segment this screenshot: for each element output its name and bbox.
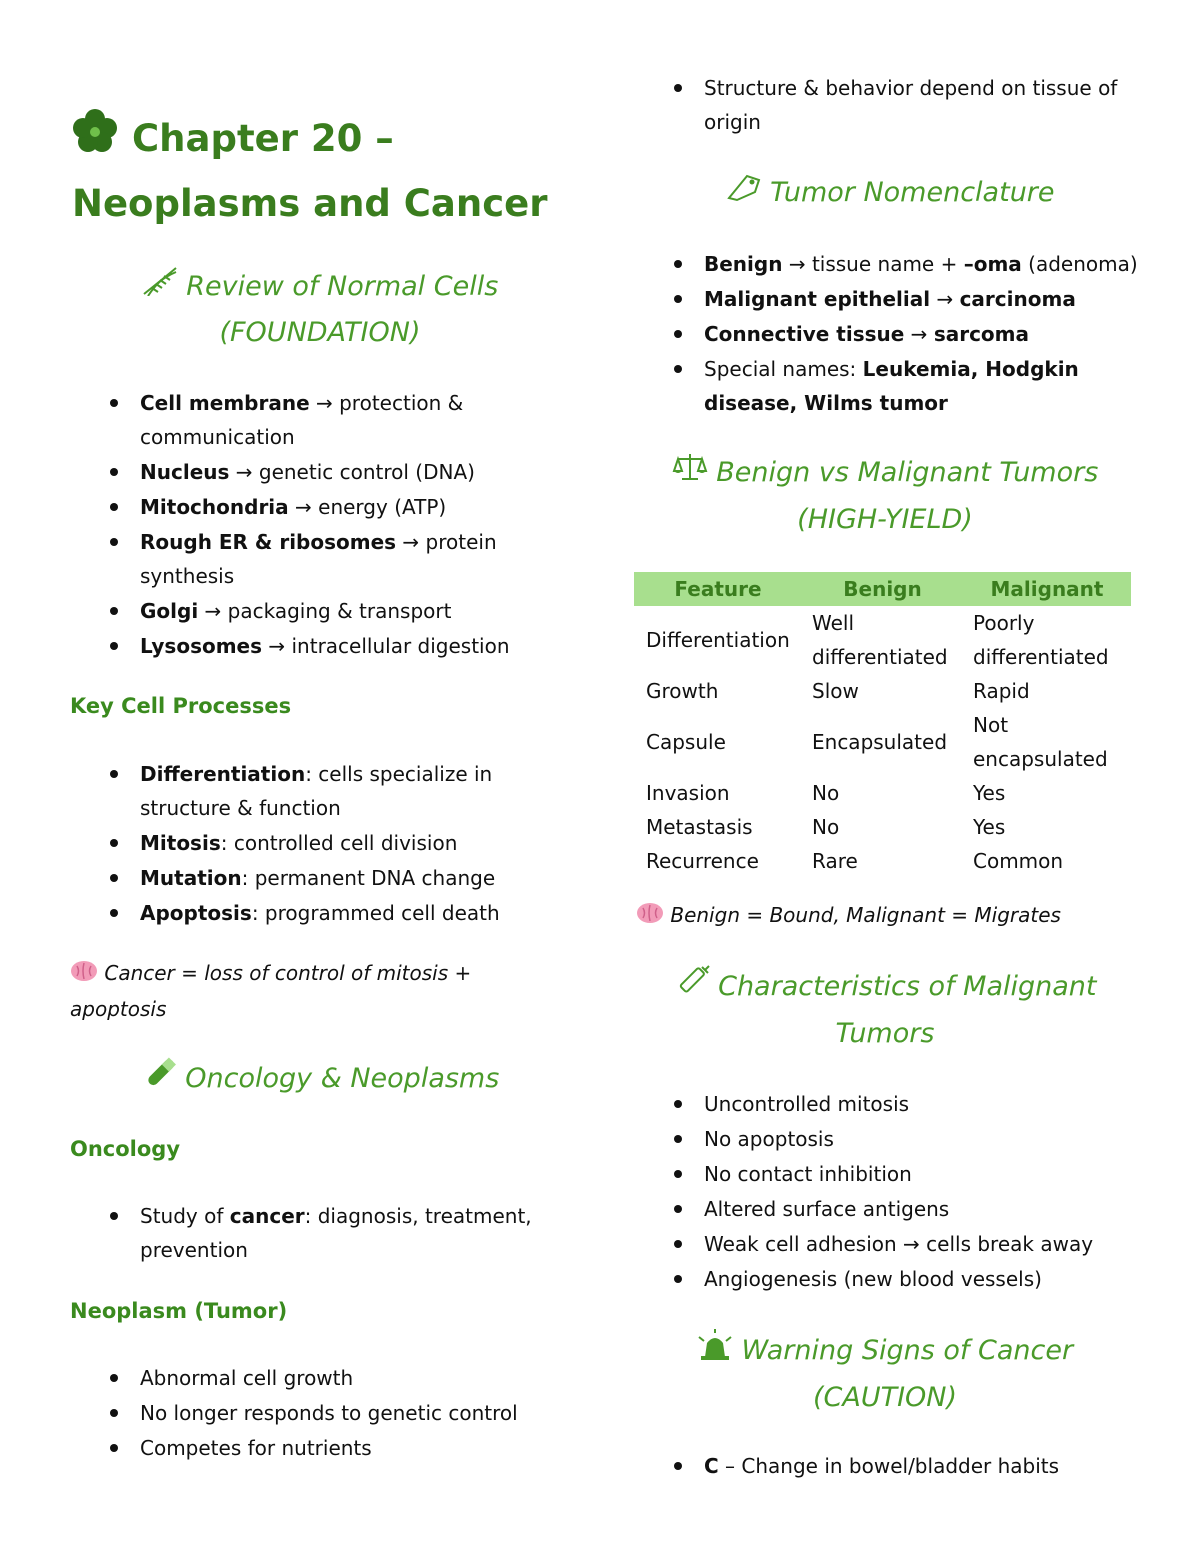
oncology-heading: Oncology	[70, 1137, 181, 1161]
list-item: Competes for nutrients	[70, 1431, 550, 1465]
characteristics-list	[634, 1087, 1134, 1297]
label-tag-icon	[725, 171, 761, 216]
table-cell: Encapsulated	[812, 730, 948, 754]
table-cell: Yes	[973, 815, 1006, 839]
warning-line-1: Warning Signs of Cancer	[741, 1335, 1074, 1366]
table-row	[634, 708, 1131, 776]
scales-icon	[672, 451, 708, 497]
table-row	[634, 674, 1131, 708]
table-cell: No	[812, 781, 840, 805]
term: Leukemia, Hodgkin disease, Wilms tumor	[704, 357, 1079, 415]
term: Apoptosis	[140, 901, 252, 925]
column-header: Benign	[802, 572, 963, 606]
description: : programmed cell death	[251, 901, 500, 925]
list-item: Abnormal cell growth	[70, 1361, 550, 1395]
title-line-1: Chapter 20 –	[132, 117, 394, 160]
review-line-2: (FOUNDATION)	[219, 317, 421, 348]
term: Mutation	[140, 866, 242, 890]
table-row	[634, 810, 1131, 844]
term: Cell membrane	[140, 391, 310, 415]
description: : permanent DNA change	[241, 866, 496, 890]
list-item	[70, 386, 540, 454]
dna-icon	[142, 265, 178, 310]
flower-icon	[72, 108, 118, 173]
list-item: No longer responds to genetic control	[70, 1396, 550, 1430]
term: Nucleus	[140, 460, 230, 484]
cancer-note	[70, 956, 490, 1026]
nomenclature-list	[634, 247, 1144, 421]
term: Mitochondria	[140, 495, 289, 519]
table-cell: Common	[973, 849, 1064, 873]
term: Golgi	[140, 599, 199, 623]
brain-icon	[70, 958, 98, 992]
section-oncology-heading	[130, 1056, 510, 1103]
list-item	[70, 594, 540, 628]
mnemonic-text: Benign = Bound, Malignant = Migrates	[670, 903, 1061, 927]
list-item	[70, 455, 540, 489]
table-row	[634, 606, 1131, 674]
process-list	[70, 757, 540, 931]
term: sarcoma	[933, 322, 1030, 346]
term: carcinoma	[959, 287, 1076, 311]
text: – Change in bowel/bladder habits	[718, 1454, 1060, 1478]
text: : diagnosis, treatment, prevention	[140, 1204, 532, 1262]
list-item	[70, 525, 540, 593]
list-item	[634, 282, 1144, 316]
list-item: No contact inhibition	[634, 1157, 1134, 1191]
warning-line-2: (CAUTION)	[812, 1381, 958, 1413]
description: : cells specialize in structure & function	[140, 762, 493, 820]
characteristics-heading	[660, 964, 1110, 1056]
organelle-list	[70, 386, 540, 664]
list-item: Weak cell adhesion → cells break away	[634, 1227, 1134, 1261]
column-header: Malignant	[963, 572, 1131, 606]
table-cell: Metastasis	[646, 815, 753, 839]
term: Rough ER & ribosomes	[140, 530, 397, 554]
table-row	[634, 776, 1131, 810]
text: Study of	[140, 1204, 230, 1228]
oncology-section-title: Oncology & Neoplasms	[185, 1063, 500, 1094]
table-row	[634, 844, 1131, 878]
comparison-table	[634, 572, 1131, 878]
list-item	[70, 490, 540, 524]
list-item	[70, 896, 540, 930]
list-item	[634, 247, 1144, 281]
description: → packaging & transport	[198, 599, 452, 623]
table-cell: Well differentiated	[812, 611, 948, 669]
table-cell: Growth	[646, 679, 719, 703]
title-line-2: Neoplasms and Cancer	[72, 182, 548, 225]
characteristics-line-2: Tumors	[835, 1017, 935, 1049]
section-review-heading	[130, 264, 510, 355]
characteristics-line-1: Characteristics of Malignant	[718, 971, 1097, 1002]
test-tube-icon	[141, 1057, 177, 1103]
origin-list	[634, 71, 1134, 140]
table-cell: No	[812, 815, 840, 839]
description: → protein synthesis	[140, 530, 497, 588]
table-cell: Invasion	[646, 781, 730, 805]
table-cell: Yes	[973, 781, 1006, 805]
list-item	[70, 629, 540, 663]
warning-heading	[660, 1328, 1110, 1420]
neoplasm-list	[70, 1361, 550, 1466]
text: → tissue name +	[782, 252, 964, 276]
syringe-icon	[674, 965, 710, 1011]
table-cell: Recurrence	[646, 849, 759, 873]
description: → intracellular digestion	[262, 634, 510, 658]
benign-vs-malignant-heading	[660, 450, 1110, 542]
table-cell: Capsule	[646, 730, 726, 754]
bvm-line-2: (HIGH-YIELD)	[797, 503, 973, 535]
description: → protection & communication	[140, 391, 464, 449]
list-item: Structure & behavior depend on tissue of origin	[634, 71, 1134, 139]
text: →	[904, 322, 934, 346]
description: → energy (ATP)	[288, 495, 447, 519]
neoplasm-heading: Neoplasm (Tumor)	[70, 1299, 288, 1323]
nomenclature-heading	[700, 170, 1080, 216]
table-cell: Rare	[812, 849, 858, 873]
review-line-1: Review of Normal Cells	[186, 271, 499, 302]
caution-list	[634, 1449, 1134, 1484]
table-header-row	[634, 572, 1131, 606]
list-item	[634, 317, 1144, 351]
term: Benign	[704, 252, 783, 276]
term: Lysosomes	[140, 634, 263, 658]
table-cell: Differentiation	[646, 628, 790, 652]
table-cell: Not encapsulated	[973, 713, 1108, 771]
term: Differentiation	[140, 762, 306, 786]
list-item	[634, 1449, 1134, 1483]
list-item	[634, 352, 1144, 420]
list-item: Altered surface antigens	[634, 1192, 1134, 1226]
list-item	[70, 861, 540, 895]
cancer-note-text: Cancer = loss of control of mitosis + apoptosis	[70, 961, 472, 1021]
brain-icon	[636, 900, 664, 934]
text: Special names:	[704, 357, 863, 381]
term: C	[704, 1454, 719, 1478]
list-item: Uncontrolled mitosis	[634, 1087, 1134, 1121]
mnemonic-note	[636, 898, 1136, 934]
alarm-icon	[697, 1329, 733, 1375]
term: Connective tissue	[704, 322, 905, 346]
list-item: No apoptosis	[634, 1122, 1134, 1156]
bvm-line-1: Benign vs Malignant Tumors	[716, 457, 1099, 488]
list-item: Angiogenesis (new blood vessels)	[634, 1262, 1134, 1296]
list-item	[70, 757, 540, 825]
text: →	[930, 287, 960, 311]
term: –oma	[963, 252, 1022, 276]
column-header: Feature	[634, 572, 802, 606]
description: : controlled cell division	[220, 831, 458, 855]
term: Malignant epithelial	[704, 287, 931, 311]
table-cell: Rapid	[973, 679, 1030, 703]
key-processes-heading: Key Cell Processes	[70, 694, 292, 718]
description: → genetic control (DNA)	[229, 460, 475, 484]
text: (adenoma)	[1021, 252, 1138, 276]
list-item	[70, 826, 540, 860]
table-cell: Poorly differentiated	[973, 611, 1109, 669]
list-item	[70, 1199, 540, 1267]
table-cell: Slow	[812, 679, 859, 703]
page-title	[72, 108, 552, 235]
oncology-list	[70, 1199, 540, 1268]
term: cancer	[229, 1204, 305, 1228]
term: Mitosis	[140, 831, 221, 855]
nomenclature-title: Tumor Nomenclature	[770, 177, 1055, 208]
